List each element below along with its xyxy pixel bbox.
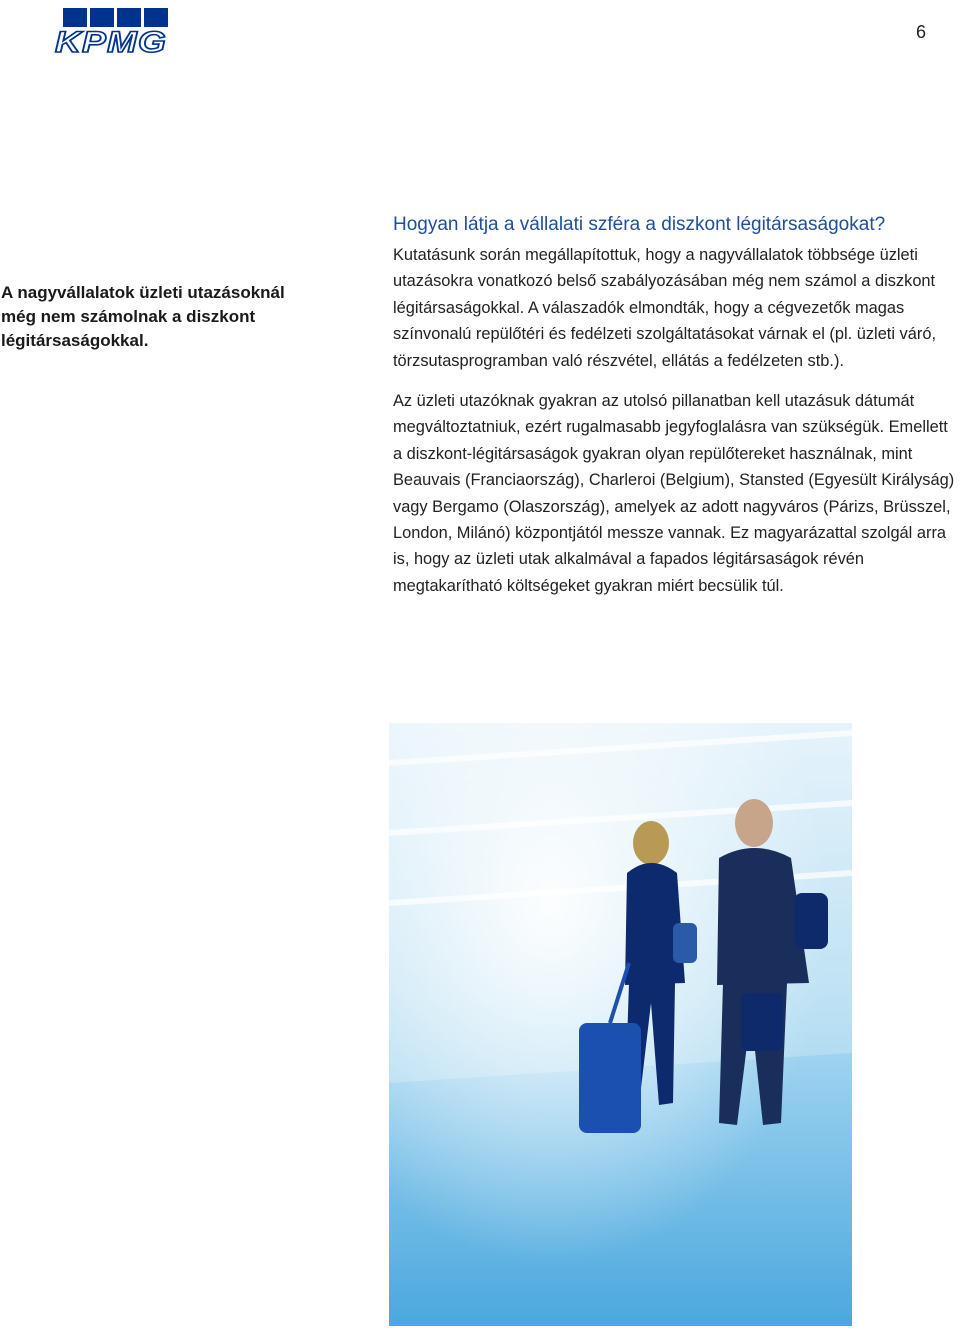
kpmg-logo [53, 8, 173, 54]
logo-wordmark: KPMG [55, 26, 167, 54]
main-content [393, 212, 958, 599]
logo-boxes [63, 8, 168, 27]
paragraph-2: Az üzleti utazóknak gyakran az utolsó pillanatban kell utazásuk dátumát megváltoztatniuk, ezért rugalmasabb jegyfoglalásra van szükségük. Emellett a diszkont-légitársaságok gyakran olyan repülőtereket használnak, mint Beauvais (Franciaország), Charleroi (Belgium), Stansted (Egyesült Királyság) vagy Bergamo (Olaszország), amelyek az adott nagyváros (Párizs, Brüsszel, London, Milánó) központjától messze vannak. Ez magyarázattal szolgál arra is, hogy az üzleti utak alkalmával a fapados légitársaságok révén megtakarítható költségeket gyakran miért becsülik túl. [393, 392, 955, 595]
page-number: 6 [915, 22, 926, 42]
travelers-photo [389, 723, 852, 1326]
section-heading: Hogyan látja a vállalati szféra a diszkont légitársaságokat? [393, 214, 886, 235]
paragraph-1: Kutatásunk során megállapítottuk, hogy a nagyvállalatok többsége üzleti utazásokra vonatkozó belső szabályozásában még nem számol a diszkont légitársaságokkal. A válaszadók elmondták, hogy a cégvezetők magas színvonalú repülőtéri és fedélzeti szolgáltatásokat várnak el (pl. üzleti váró, törzsutasprogramban való részvétel, ellátás a fedélzeten stb.). [393, 246, 936, 370]
sidebar-note: A nagyvállalatok üzleti utazásoknál még nem számolnak a diszkont légitársaságokkal. [1, 283, 285, 350]
